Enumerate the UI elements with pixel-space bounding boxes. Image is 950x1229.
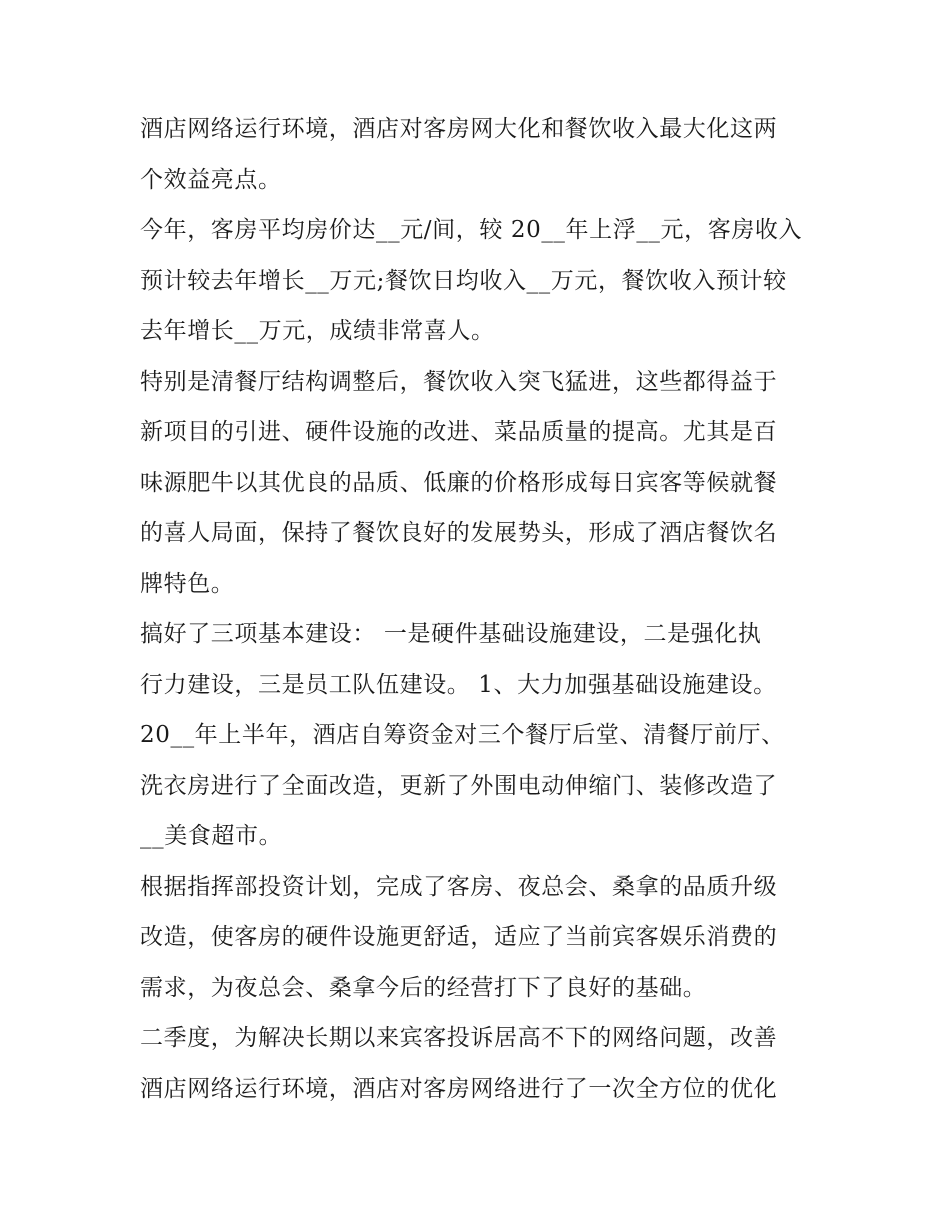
- paragraph: [140, 609, 820, 862]
- paragraph: [140, 1013, 820, 1114]
- text-line: 搞好了三项基本建设： 一是硬件基础设施建设，二是强化执: [140, 621, 762, 647]
- paragraph: [140, 205, 820, 357]
- text-line: 味源肥牛以其优良的品质、低廉的价格形成每日宾客等候就餐: [140, 469, 778, 496]
- text-line: 个效益亮点。: [140, 166, 282, 193]
- text-line: 洗衣房进行了全面改造，更新了外围电动伸缩门、装修改造了: [140, 772, 778, 799]
- text-line: 今年，客房平均房价达__元/间，较 20__年上浮__元，客房收入: [140, 217, 803, 243]
- document-body: [140, 104, 820, 1114]
- text-line: __美食超市。: [140, 823, 283, 849]
- text-line: 去年增长__万元，成绩非常喜人。: [140, 318, 495, 344]
- paragraph: [140, 104, 820, 205]
- text-line: 改造，使客房的硬件设施更舒适，适应了当前宾客娱乐消费的: [140, 924, 778, 950]
- text-line: 二季度，为解决长期以来宾客投诉居高不下的网络问题，改善: [140, 1025, 778, 1051]
- text-line: 特别是清餐厅结构调整后，餐饮收入突飞猛进，这些都得益于: [140, 368, 778, 395]
- text-line: 的喜人局面，保持了餐饮良好的发展势头，形成了酒店餐饮名: [140, 520, 778, 546]
- text-line: 需求，为夜总会、桑拿今后的经营打下了良好的基础。: [140, 974, 707, 1001]
- paragraph: [140, 357, 820, 610]
- text-line: 根据指挥部投资计划，完成了客房、夜总会、桑拿的品质升级: [140, 873, 778, 900]
- text-line: 20__年上半年，酒店自筹资金对三个餐厅后堂、清餐厅前厅、: [140, 722, 785, 748]
- text-line: 牌特色。: [140, 570, 235, 597]
- text-line: 行力建设，三是员工队伍建设。 1、大力加强基础设施建设。: [140, 671, 777, 698]
- paragraph: [140, 862, 820, 1014]
- text-line: 新项目的引进、硬件设施的改进、菜品质量的提高。尤其是百: [140, 419, 778, 445]
- text-line: 酒店网络运行环境，酒店对客房网大化和餐饮收入最大化这两: [140, 116, 778, 142]
- text-line: 酒店网络运行环境，酒店对客房网络进行了一次全方位的优化: [140, 1075, 778, 1102]
- text-line: 预计较去年增长__万元;餐饮日均收入__万元，餐饮收入预计较: [140, 267, 787, 294]
